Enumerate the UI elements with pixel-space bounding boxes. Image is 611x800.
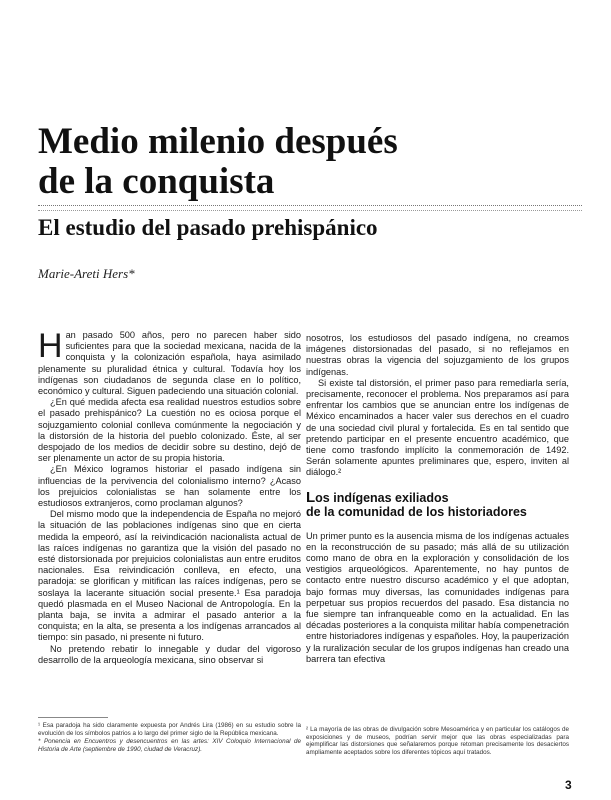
author-name: Marie-Areti Hers* — [38, 266, 135, 281]
footnote: ² La mayoría de las obras de divulgación sobre Mesoamérica y en particular los catálogos de exposiciones y de museos, podrían servir mejor que las obras especializadas para ejemplificar las distorsiones que señalaremos porque retoman precisamente los desaciertos ampliamente aceptados sobre los diferentes tópicos aquí tratados. — [306, 726, 569, 756]
paragraph: Un primer punto es la ausencia misma de los indígenas actuales en la reconstrucción de su pasado; más allá de su utilización como mano de obra en la exploración y consolidación de los vestigios arqueológicos. Aparentemente, no hay puntos de contacto entre nuestro discurso académico y el que adoptan, bajo formas muy diversas, las comunidades indígenas para perpetuar sus propios recuerdos del pasado. Esa distancia no fue siempre tan infranqueable como en la actualidad. En las décadas posteriores a la conquista militar había compenetración entre historiadores indígenas y españoles. Hoy, la pauperización y la ruralización secular de los grupos indígenas han creado una barrera tan efectiva — [306, 530, 570, 664]
article-title — [38, 122, 578, 202]
right-column — [306, 333, 569, 665]
section-heading-line2: de la comunidad de los historiadores — [306, 504, 527, 519]
footnote-divider — [38, 717, 108, 718]
paragraph: ¿En México logramos historiar el pasado indígena sin influencias de la pervivencia del colonialismo interno? ¿Acaso los prejuicios colonialistas se han solamente entre los estudiosos extranjeros, como proclaman algunos? — [38, 464, 301, 509]
page-number: 3 — [565, 778, 572, 792]
paragraph: Si existe tal distorsión, el primer paso para remediarla sería, precisamente, reconocer el problema. Nos preparamos así para enfrentar los cambios que se anuncian entre los indígenas de México encaminados a hacer valer sus derechos en el cuadro de una sociedad civil plural y fortalecida. Es en tal sentido que pretendo participar en el presente encuentro académico, que tiene como trasfondo implícito la conmemoración de 1492. Serán solamente apuntes preliminares que, espero, inviten al diálogo.² — [306, 377, 569, 478]
paragraph-text: an pasado 500 años, pero no parecen haber sido suficientes para que la sociedad mexicana, nacida de la conquista y la colonización española, haya asimilado plenamente su pluralidad étnica y cultural. Todavía hoy los indígenas son ciudadanos de segunda clase en lo político, económico y cultural. Siguen padeciendo una situación colonial. — [38, 330, 301, 397]
article-title-text: Medio milenio después de la conquista — [38, 121, 398, 202]
article-subtitle: El estudio del pasado prehispánico — [38, 215, 378, 240]
section-heading-line1: os indígenas exiliados — [315, 490, 449, 505]
paragraph — [38, 327, 301, 397]
paragraph: No pretendo rebatir lo innegable y dudar del vigoroso desarrollo de la arqueología mexicana, sino observar si — [38, 643, 301, 665]
paragraph: nosotros, los estudiosos del pasado indígena, no creamos imágenes distorsionadas del pasado, si no reflejamos en nuestras obras la vigencia del sojuzgamiento de los grupos indígenas. — [306, 333, 569, 377]
section-heading-initial: L — [306, 488, 316, 506]
footnote: ¹ Esa paradoja ha sido claramente expuesta por Andrés Lira (1986) en su estudio sobre la evolución de los símbolos patrios a lo largo del primer siglo de la República mexicana. — [38, 722, 301, 737]
paragraph: Del mismo modo que la independencia de España no mejoró la situación de las poblaciones indígenas sino que en cierta medida la empeoró, así la reivindicación nacionalista actual de las raíces indígenas no garantiza que la visión del pasado no esté distorsionada por prejuicios colonialistas aun entre eruditos nacionales. Esa reivindicación conlleva, en efecto, una paradoja: se glorifican y mitifican las raíces indígenas, pero se soslaya la lacerante situación social presente.¹ Esa paradoja quedó plasmada en el Museo Nacional de Antropología. En la planta baja, se invita a admirar el pasado anterior a la conquista; en la alta, se presenta a los indígenas arrancados al tiempo: sin pasado, ni presente ni futuro. — [38, 509, 301, 643]
paragraph: ¿En qué medida afecta esa realidad nuestros estudios sobre el pasado prehispánico? La cuestión no es ociosa porque el sojuzgamiento colonial conlleva comúnmente la negociación y la distorsión de la historia del pueblo colonizado. Éste, al ser despojado de los medios de decidir sobre su destino, dejó de ser plenamente un actor de su propia historia. — [38, 397, 301, 464]
left-column — [38, 327, 301, 666]
footnote: * Ponencia en Encuentros y desencuentros en las artes: XIV Coloquio Internacional de Historia de Arte (septiembre de 1990, ciudad de Veracruz). — [38, 738, 301, 753]
title-divider — [38, 205, 582, 211]
drop-cap: H — [38, 327, 63, 365]
footnotes-left — [38, 722, 301, 754]
footnotes-right — [306, 726, 569, 757]
section-heading — [306, 488, 569, 519]
